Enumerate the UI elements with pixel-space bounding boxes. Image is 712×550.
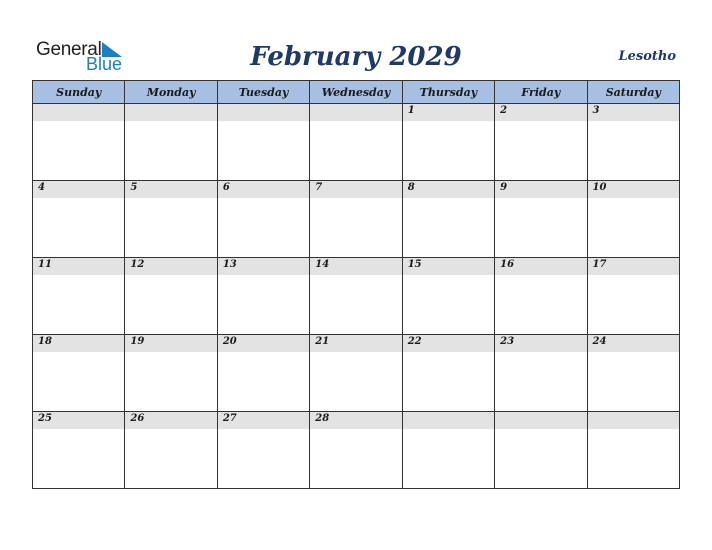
day-number-bar [310, 104, 401, 121]
day-number-bar [218, 181, 309, 198]
day-number-bar [495, 335, 586, 352]
day-number: 4 [38, 182, 45, 193]
day-number-bar [495, 412, 586, 429]
day-number: 28 [315, 413, 330, 424]
day-number: 24 [592, 336, 607, 347]
day-number-bar [33, 258, 124, 275]
day-number-bar [403, 104, 494, 121]
day-cell[interactable] [217, 181, 309, 258]
day-number-bar [588, 104, 679, 121]
day-cell[interactable] [217, 412, 309, 489]
day-cell[interactable] [402, 104, 494, 181]
day-number-bar [310, 335, 401, 352]
day-number-bar [588, 412, 679, 429]
day-cell[interactable] [402, 181, 494, 258]
day-cell[interactable] [33, 181, 125, 258]
day-cell[interactable] [310, 258, 402, 335]
day-number-bar [33, 412, 124, 429]
week-row [33, 181, 680, 258]
week-row [33, 258, 680, 335]
day-cell[interactable] [125, 104, 217, 181]
day-cell[interactable] [310, 412, 402, 489]
day-number-bar [125, 412, 216, 429]
day-cell[interactable] [587, 104, 679, 181]
day-number: 9 [500, 182, 508, 193]
day-cell[interactable] [33, 104, 125, 181]
day-number: 16 [500, 259, 515, 270]
weekday-friday: Friday [495, 81, 587, 104]
day-cell[interactable] [587, 258, 679, 335]
day-number: 18 [38, 336, 52, 347]
day-number-bar [495, 104, 586, 121]
day-cell[interactable] [33, 335, 125, 412]
day-number: 17 [592, 259, 607, 270]
day-number-bar [33, 335, 124, 352]
day-number-bar [495, 181, 586, 198]
day-cell[interactable] [217, 335, 309, 412]
day-cell[interactable] [495, 258, 587, 335]
day-number-bar [125, 258, 216, 275]
day-number: 7 [315, 182, 323, 193]
day-number-bar [588, 258, 679, 275]
day-number: 6 [222, 182, 230, 193]
day-number: 21 [315, 336, 330, 347]
day-number: 8 [407, 182, 415, 193]
day-cell[interactable] [495, 335, 587, 412]
day-number-bar [588, 181, 679, 198]
day-number-bar [218, 335, 309, 352]
day-number: 2 [500, 105, 508, 116]
day-number-bar [310, 258, 401, 275]
week-row [33, 412, 680, 489]
day-number-bar [310, 412, 401, 429]
weekday-thursday: Thursday [402, 81, 494, 104]
day-number-bar [218, 104, 309, 121]
day-cell[interactable] [402, 258, 494, 335]
day-number-bar [403, 412, 494, 429]
day-number: 1 [407, 105, 415, 116]
day-cell[interactable] [217, 258, 309, 335]
day-number-bar [33, 181, 124, 198]
day-cell[interactable] [402, 335, 494, 412]
day-number: 5 [130, 182, 138, 193]
weekday-tuesday: Tuesday [217, 81, 309, 104]
day-cell[interactable] [402, 412, 494, 489]
day-cell[interactable] [495, 181, 587, 258]
day-number-bar [495, 258, 586, 275]
day-cell[interactable] [33, 412, 125, 489]
day-number: 15 [407, 259, 422, 270]
calendar-title: February 2029 [250, 42, 462, 72]
day-number-bar [125, 104, 216, 121]
day-number: 23 [500, 336, 515, 347]
day-number: 3 [592, 105, 600, 116]
day-number-bar [33, 104, 124, 121]
day-cell[interactable] [33, 258, 125, 335]
day-cell[interactable] [587, 181, 679, 258]
day-number-bar [218, 412, 309, 429]
day-number: 20 [222, 336, 237, 347]
day-number: 10 [592, 182, 607, 193]
weekday-monday: Monday [125, 81, 217, 104]
day-number-bar [125, 335, 216, 352]
weekday-saturday: Saturday [587, 81, 679, 104]
day-cell[interactable] [495, 104, 587, 181]
day-number: 22 [407, 336, 422, 347]
logo-text-general: General [36, 39, 102, 60]
day-cell[interactable] [125, 181, 217, 258]
weekday-wednesday: Wednesday [310, 81, 402, 104]
weekday-header-row [33, 81, 680, 104]
day-number: 11 [38, 259, 52, 270]
day-cell[interactable] [587, 412, 679, 489]
day-number: 19 [130, 336, 145, 347]
day-number-bar [403, 181, 494, 198]
country-label: Lesotho [618, 49, 676, 64]
day-number: 13 [222, 259, 237, 270]
calendar-grid [32, 80, 680, 489]
day-cell[interactable] [217, 104, 309, 181]
day-number: 25 [38, 413, 52, 424]
day-cell[interactable] [310, 335, 402, 412]
day-number: 26 [130, 413, 145, 424]
day-number-bar [588, 335, 679, 352]
day-number: 14 [315, 259, 330, 270]
day-number-bar [403, 258, 494, 275]
day-cell[interactable] [125, 412, 217, 489]
day-cell[interactable] [125, 258, 217, 335]
day-cell[interactable] [310, 104, 402, 181]
day-cell[interactable] [125, 335, 217, 412]
day-number-bar [125, 181, 216, 198]
day-number-bar [218, 258, 309, 275]
day-cell[interactable] [495, 412, 587, 489]
day-number-bar [403, 335, 494, 352]
logo-text-blue: Blue [86, 54, 123, 74]
weekday-sunday: Sunday [33, 81, 125, 104]
day-number-bar [310, 181, 401, 198]
week-row [33, 335, 680, 412]
day-cell[interactable] [310, 181, 402, 258]
day-number: 27 [222, 413, 237, 424]
day-number: 12 [130, 259, 145, 270]
day-cell[interactable] [587, 335, 679, 412]
week-row [33, 104, 680, 181]
